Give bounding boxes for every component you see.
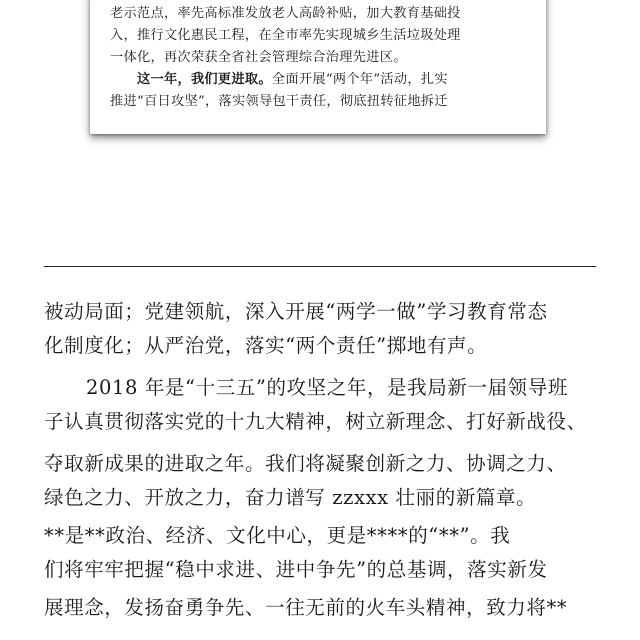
card-text-line: 一体化，再次荣获全省社会管理综合治理先进区。 xyxy=(110,50,407,65)
card-paragraph-lead: 这一年，我们更进取。 xyxy=(137,72,272,87)
section-divider xyxy=(44,266,596,267)
card-text-line: 老示范点，率先高标准发放老人高龄补贴，加大教育基础投 xyxy=(110,6,461,21)
body-text-line: 化制度化；从严治党，落实“两个责任”掷地有声。 xyxy=(44,334,488,357)
body-text-line: 子认真贯彻落实党的十九大精神，树立新理念、打好新战役、 xyxy=(44,410,587,433)
body-text-line: 2018 年是“十三五”的攻坚之年，是我局新一届领导班 xyxy=(86,376,568,399)
body-text-line: 绿色之力、开放之力，奋力谱写 zzxxx 壮丽的新篇章。 xyxy=(44,486,537,509)
body-text-line: 被动局面；党建领航，深入开展“两学一做”学习教育常态 xyxy=(44,300,548,323)
card-text-line: 推进“百日攻坚”，落实领导包干责任，彻底扭转征地拆迁 xyxy=(110,94,448,109)
card-paragraph-text: 全面开展“两个年”活动，扎实 xyxy=(271,72,448,87)
body-text-line: 展理念，发扬奋勇争先、一往无前的火车头精神，致力将** xyxy=(44,596,568,619)
quoted-excerpt-card xyxy=(90,0,546,134)
body-text-line: **是**政治、经济、文化中心，更是****的“**”。我 xyxy=(44,524,511,547)
body-text-line: 夺取新成果的进取之年。我们将凝聚创新之力、协调之力、 xyxy=(44,452,567,475)
card-paragraph-start xyxy=(137,69,538,91)
body-text-line: 们将牢牢把握“稳中求进、进中争先”的总基调，落实新发 xyxy=(44,558,548,581)
card-text-line: 入，推行文化惠民工程，在全市率先实现城乡生活垃圾处理 xyxy=(110,28,461,43)
